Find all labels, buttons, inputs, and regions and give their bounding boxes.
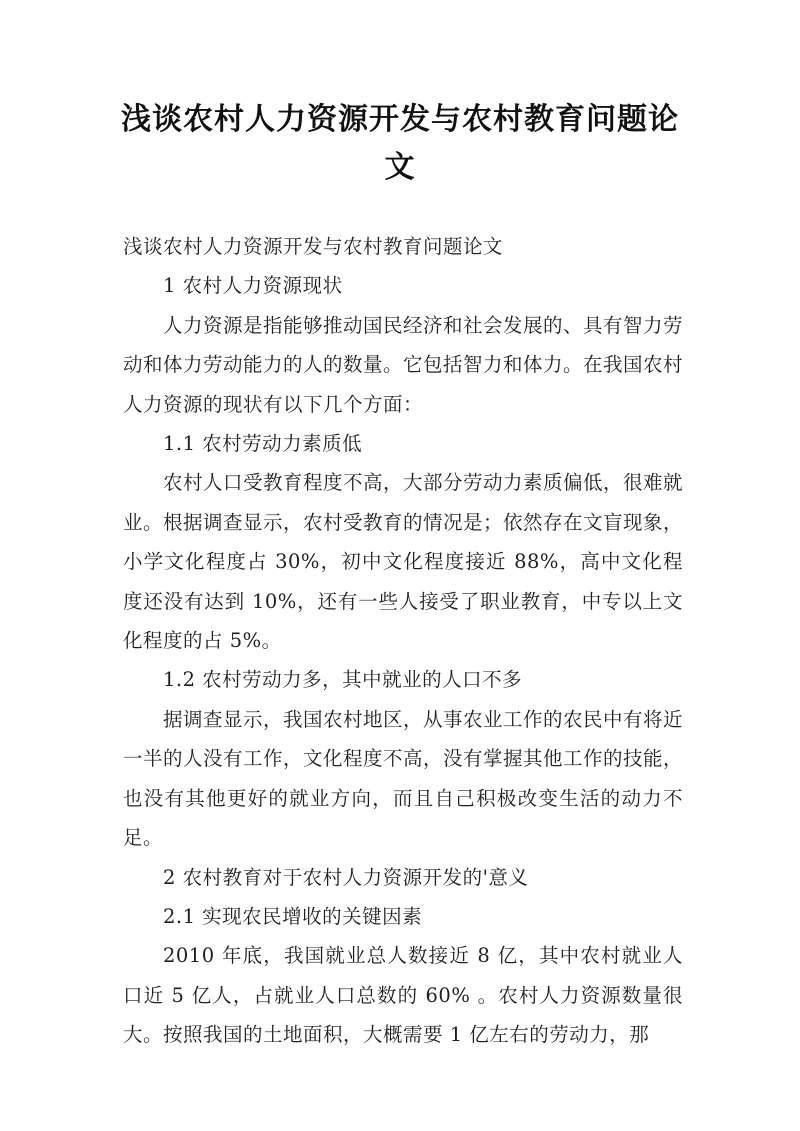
- document-title: 浅谈农村人力资源开发与农村教育问题论文: [121, 102, 679, 185]
- section-heading-2-1: 2.1 实现农民增收的关键因素: [162, 904, 423, 928]
- body-paragraph: 浅谈农村人力资源开发与农村教育问题论文: [123, 235, 504, 258]
- body-paragraph: 据调查显示，我国农村地区，从事农业工作的农民中有将近一半的人没有工作，文化程度不高，没有掌握其他工作的技能，也没有其他更好的就业方向，而且自己积极改变生活的动力不足。: [123, 707, 684, 850]
- section-heading-1-1: 1.1 农村劳动力素质低: [162, 432, 363, 456]
- section-heading-2: 2 农村教育对于农村人力资源开发的'意义: [162, 865, 529, 889]
- body-paragraph: 人力资源是指能够推动国民经济和社会发展的、具有智力劳动和体力劳动能力的人的数量。它包括智力和体力。在我国农村人力资源的现状有以下几个方面：: [123, 313, 684, 416]
- section-heading-1-2: 1.2 农村劳动力多，其中就业的人口不多: [162, 668, 523, 692]
- section-heading-1: 1 农村人力资源现状: [162, 274, 343, 298]
- body-paragraph: 2010 年底，我国就业总人数接近 8 亿，其中农村就业人口近 5 亿人，占就业人口总数的 60% 。农村人力资源数量很大。按照我国的土地面积，大概需要 1 亿左右的劳动力，那: [123, 944, 683, 1047]
- document-body: [123, 227, 683, 1055]
- body-paragraph: 农村人口受教育程度不高，大部分劳动力素质偏低，很难就业。根据调查显示，农村受教育的情况是；依然存在文盲现象，小学文化程度占 30%，初中文化程度接近 88%，高中文化程度还没有达到 10%，还有一些人接受了职业教育，中专以上文化程度的占 5%。: [123, 471, 684, 653]
